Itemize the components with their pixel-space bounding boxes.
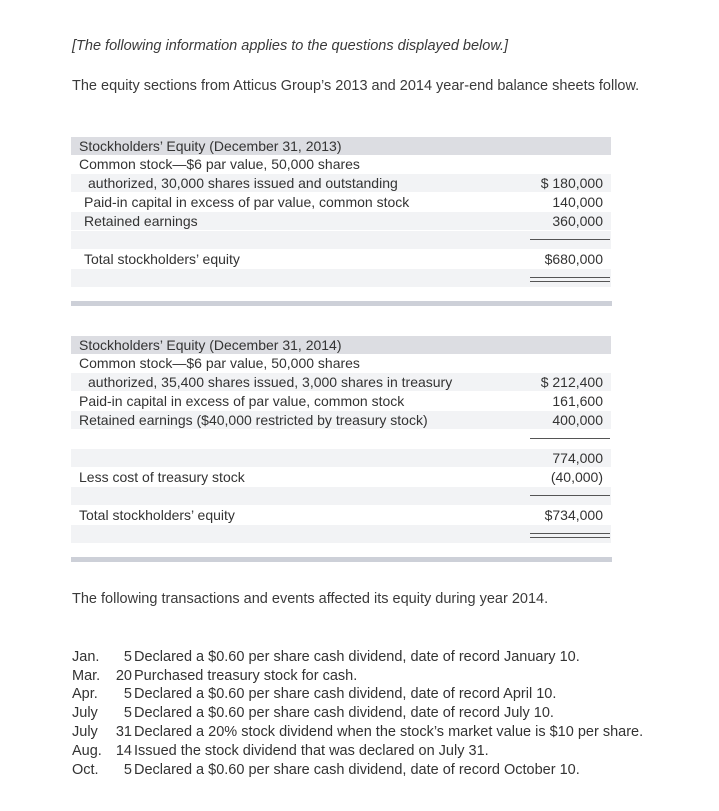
subtotal-amount: 774,000 [552,450,603,466]
transaction-description: Declared a $0.60 per share cash dividend, date of record April 10. [134,686,557,702]
apic-amount: 140,000 [552,194,603,210]
apic-amount: 161,600 [552,393,603,409]
common-stock-amount: $ 180,000 [540,175,603,191]
table-row [71,430,611,448]
table-row [71,155,611,173]
table-row [71,231,611,249]
common-stock-amount: $ 212,400 [540,374,603,390]
intro-description: The equity sections from Atticus Group’s 2013 and 2014 year-end balance sheets follow. [72,78,640,94]
table-header-row [71,137,611,155]
transaction-description: Declared a $0.60 per share cash dividend, date of record January 10. [134,649,580,665]
common-stock-label-line2: authorized, 30,000 shares issued and outstanding [88,175,398,191]
retained-earnings-label: Retained earnings ($40,000 restricted by treasury stock) [79,412,428,428]
transaction-month: Apr. [72,686,98,702]
transaction-day: 5 [123,705,132,721]
section-divider [71,301,612,306]
transaction-description: Purchased treasury stock for cash. [134,668,358,684]
intro-note: [The following information applies to the questions displayed below.] [72,38,509,54]
transaction-day: 31 [115,724,132,740]
transaction-day: 14 [115,743,132,759]
table-row [71,212,611,230]
total-equity-amount: $680,000 [544,251,603,267]
table-row [71,269,611,287]
total-equity-label: Total stockholders’ equity [84,251,240,267]
subtotal-rule [530,239,610,240]
treasury-stock-amount: (40,000) [550,469,603,485]
transaction-day: 5 [123,649,132,665]
table-row [71,506,611,524]
table-header: Stockholders’ Equity (December 31, 2014) [79,337,342,353]
treasury-stock-label: Less cost of treasury stock [79,469,245,485]
table-row [71,193,611,211]
transaction-month: Jan. [72,649,100,665]
apic-label: Paid-in capital in excess of par value, common stock [79,393,405,409]
transaction-day: 5 [123,762,132,778]
table-row [71,411,611,429]
total-equity-amount: $734,000 [544,507,603,523]
section-divider [71,557,612,562]
transaction-description: Declared a 20% stock dividend when the stock’s market value is $10 per share. [134,724,644,740]
table-row [71,354,611,372]
transaction-description: Declared a $0.60 per share cash dividend, date of record October 10. [134,762,580,778]
transactions-intro: The following transactions and events affected its equity during year 2014. [72,591,549,607]
transaction-day: 20 [115,668,132,684]
transaction-month: Aug. [72,743,102,759]
double-rule-top [530,277,610,278]
double-rule-bottom [530,281,610,282]
common-stock-label-line2: authorized, 35,400 shares issued, 3,000 shares in treasury [88,374,453,390]
table-row [71,250,611,268]
transaction-description: Issued the stock dividend that was declared on July 31. [134,743,489,759]
table-row [71,468,611,486]
transaction-month: July [72,705,98,721]
table-row [71,392,611,410]
subtotal-rule [530,438,610,439]
table-row [71,373,611,391]
table-row [71,174,611,192]
transaction-month: Mar. [72,668,101,684]
transaction-month: July [72,724,98,740]
retained-earnings-amount: 360,000 [552,213,603,229]
transaction-day: 5 [123,686,132,702]
common-stock-label-line1: Common stock—$6 par value, 50,000 shares [79,156,360,172]
transaction-month: Oct. [72,762,99,778]
table-row [71,487,611,505]
common-stock-label-line1: Common stock—$6 par value, 50,000 shares [79,355,360,371]
retained-earnings-amount: 400,000 [552,412,603,428]
table-header: Stockholders’ Equity (December 31, 2013) [79,138,342,154]
double-rule-bottom [530,537,610,538]
retained-earnings-label: Retained earnings [84,213,198,229]
table-header-row [71,336,611,354]
apic-label: Paid-in capital in excess of par value, common stock [84,194,410,210]
transaction-description: Declared a $0.60 per share cash dividend, date of record July 10. [134,705,554,721]
table-row [71,449,611,467]
total-equity-label: Total stockholders’ equity [79,507,235,523]
table-row [71,525,611,543]
subtotal-rule [530,495,610,496]
double-rule-top [530,533,610,534]
